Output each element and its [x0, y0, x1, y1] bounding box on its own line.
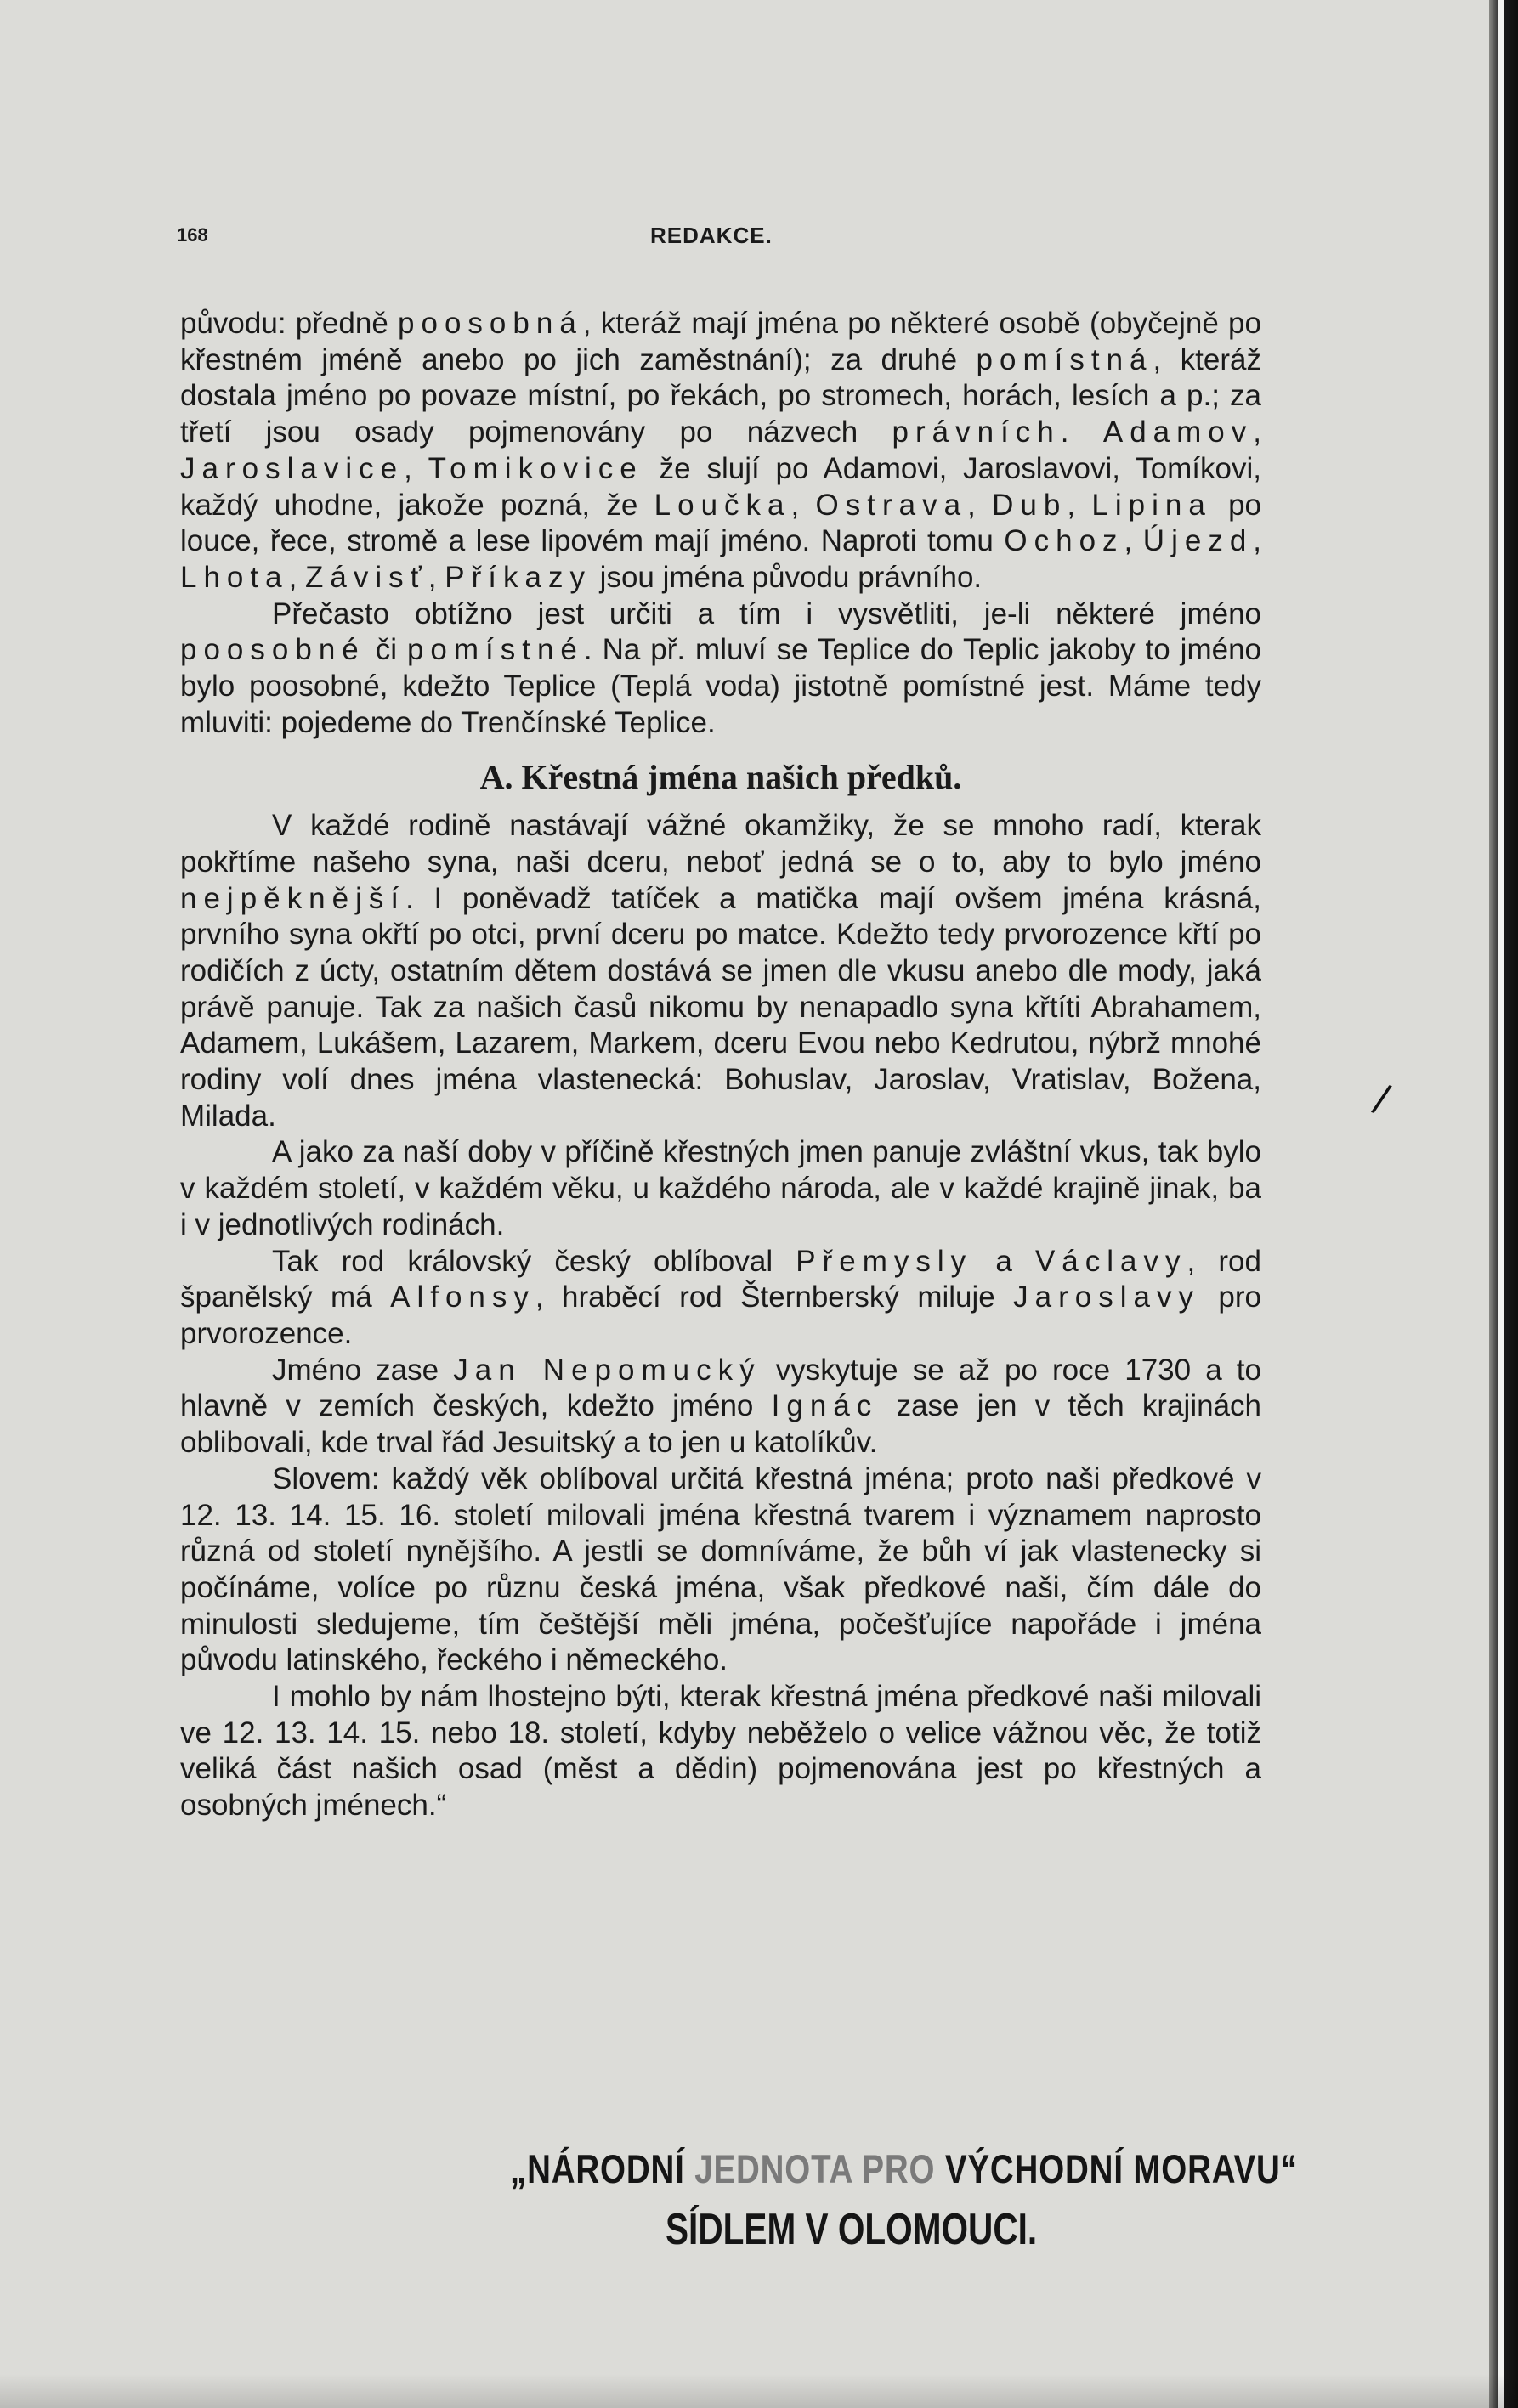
spaced-term: pomístná	[976, 342, 1153, 376]
text-run: či	[365, 633, 407, 667]
paragraph	[180, 1461, 1261, 1679]
section-heading	[180, 760, 1261, 796]
page-header	[0, 219, 1518, 253]
text-run: Jméno zase	[272, 1353, 454, 1387]
spaced-term: Újezd	[1142, 524, 1254, 558]
running-head: REDAKCE.	[650, 223, 773, 248]
text-run: ,	[428, 560, 445, 594]
text-run: , kteráž mají jména po některé osobě (obyčejně po křestném jméně anebo po jich zaměstnání); za druhé	[180, 307, 1261, 376]
page-number: 168	[177, 224, 208, 246]
spaced-term: Jan Nepomucký	[453, 1353, 762, 1387]
spaced-term: Jaroslavice	[180, 451, 405, 485]
scan-shadow	[0, 2374, 1518, 2408]
spaced-term: Loučka	[654, 488, 791, 522]
spaced-term: Závisť	[305, 560, 428, 594]
text-run: vyskytuje se až po roce 1730 a to hlavně v zemích českých, kdežto jméno	[180, 1353, 1261, 1423]
spaced-term: Alfonsy	[390, 1280, 535, 1314]
spaced-term: Přemysly	[796, 1244, 973, 1278]
text-run: pro prvorozence.	[180, 1280, 1262, 1350]
text-run: , kteráž dostala jméno po povaze místní, po řekách, po stromech, horách, lesích a p.; za třetí jsou osady pojmenovány po názvech	[180, 342, 1261, 449]
text-run: Přečasto obtížno jest určiti a tím i vysvětliti, je-li některé jméno	[272, 596, 1261, 630]
text-run: ,	[404, 451, 428, 485]
stamp-line-2: SÍDLEM V OLOMOUCI.	[666, 2205, 1038, 2254]
text-run: I mohlo by nám lhostejno býti, kterak křestná jména předkové naši milovali ve 12. 13. 14. 15. nebo 18. století, kdyby neběželo o velice vážnou věc, že totiž veliká část našich osad (měst a dědin) pojmenována jest po křestných a osobných jménech.“	[180, 1680, 1261, 1823]
margin-mark: /	[1368, 1072, 1395, 1125]
text-run: ,	[1253, 415, 1261, 449]
text-run: A jako za naší doby v příčině křestných jmen panuje zvláštní vkus, tak bylo v každém století, v každém věku, u každého národa, ale v každé krajině jinak, ba i v jednotlivých rodinách.	[180, 1135, 1261, 1241]
paragraph	[180, 808, 1261, 1134]
text-run: ,	[1124, 524, 1143, 558]
text-run: ,	[967, 488, 993, 522]
spaced-term: pomístné	[406, 633, 584, 667]
spaced-term: Adamov	[1102, 415, 1254, 449]
text-run: zase jen v těch krajinách oblibovali, kde trval řád Jesuitský a to jen u katolíkův.	[180, 1389, 1261, 1460]
spaced-term: poosobné	[180, 633, 365, 667]
text-run: jsou jména původu právního.	[591, 560, 983, 594]
text-run: ,	[288, 560, 306, 594]
spaced-term: Lipina	[1091, 488, 1212, 522]
spaced-term: Jaroslavy	[1013, 1280, 1200, 1314]
text-run: po louce, řece, stromě a lese lipovém mají jméno. Naproti tomu	[180, 488, 1262, 558]
paragraph	[180, 596, 1261, 742]
spaced-term: Ignác	[771, 1389, 879, 1423]
spaced-term: Lhota	[180, 560, 289, 594]
text-run: ,	[1067, 488, 1092, 522]
spaced-term: Tomikovice	[428, 451, 643, 485]
paragraph	[180, 1134, 1261, 1243]
text-run: ,	[790, 488, 816, 522]
paragraph	[180, 1353, 1261, 1461]
text-run: Slovem: každý věk oblíboval určitá křestná jména; proto naši předkové v 12. 13. 14. 15. 16. století milovali jména křestná tvarem i významem naprosto různá od století nynějšího. A jestli se domníváme, že bůh ví jak vlastenecky si počínáme, volíce po různu česká jména, však předkové naši, čím dále do minulosti sledujeme, tím češtější měli jména, počešťujíce napořáde i jména původu latinského, řeckého i německého.	[180, 1461, 1261, 1677]
library-stamp	[510, 2145, 1298, 2255]
spaced-term: Dub	[992, 488, 1068, 522]
spaced-term: Ostrava	[815, 488, 968, 522]
spaced-term: Václavy	[1034, 1244, 1187, 1278]
text-run: původu: předně	[180, 307, 399, 340]
spaced-term: Ochoz	[1004, 524, 1124, 558]
spaced-term: poosobná	[398, 307, 583, 340]
text-run: A. Křestná jména našich předků.	[479, 758, 962, 797]
spaced-term: právních	[892, 415, 1061, 449]
text-run: .	[1060, 415, 1103, 449]
text-run: a	[972, 1244, 1035, 1278]
text-run: , rod španělský má	[180, 1244, 1261, 1314]
paragraph	[180, 306, 1261, 596]
page-edge	[1489, 0, 1518, 2408]
paragraph	[180, 1679, 1261, 1824]
text-run: . Na př. mluví se Teplice do Teplic jakoby to jméno bylo poosobné, kdežto Teplice (Teplá voda) jistotně pomístné jest. Máme tedy mluviti: pojedeme do Trenčínské Teplice.	[180, 633, 1262, 739]
text-run: že slují po Adamovi, Jaroslavovi, Tomíkovi, každý uhodne, jakože pozná, že	[180, 451, 1262, 522]
spaced-term: nejpěknější	[180, 881, 406, 915]
stamp-line-1: „NÁRODNÍ JEDNOTA PRO VÝCHODNÍ MORAVU“	[510, 2146, 1298, 2191]
paragraph	[180, 1244, 1261, 1353]
text-run: ,	[1253, 524, 1262, 558]
body-text	[180, 306, 1261, 1824]
text-run: , hraběcí rod Šternberský miluje	[535, 1280, 1014, 1314]
text-run: Tak rod královský český oblíboval	[272, 1244, 796, 1278]
text-run: V každé rodině nastávají vážné okamžiky, že se mnoho radí, kterak pokřtíme našeho syna, naši dceru, neboť jedná se o to, aby to bylo jméno	[180, 809, 1261, 879]
text-run: . I poněvadž tatíček a matička mají ovšem jména krásná, prvního syna okřtí po otci, první dceru po matce. Kdežto tedy prvorozence křtí po rodičích z úcty, ostatním dětem dostává se jmen dle vkusu anebo dle mody, jaká právě panuje. Tak za našich časů nikomu by nenapadlo syna křtíti Abrahamem, Adamem, Lukášem, Lazarem, Markem, dceru Evou nebo Kedrutou, nýbrž mnohé rodiny volí dnes jména vlastenecká: Bohuslav, Jaroslav, Vratislav, Božena, Milada.	[180, 881, 1261, 1133]
spaced-term: Příkazy	[445, 560, 592, 594]
